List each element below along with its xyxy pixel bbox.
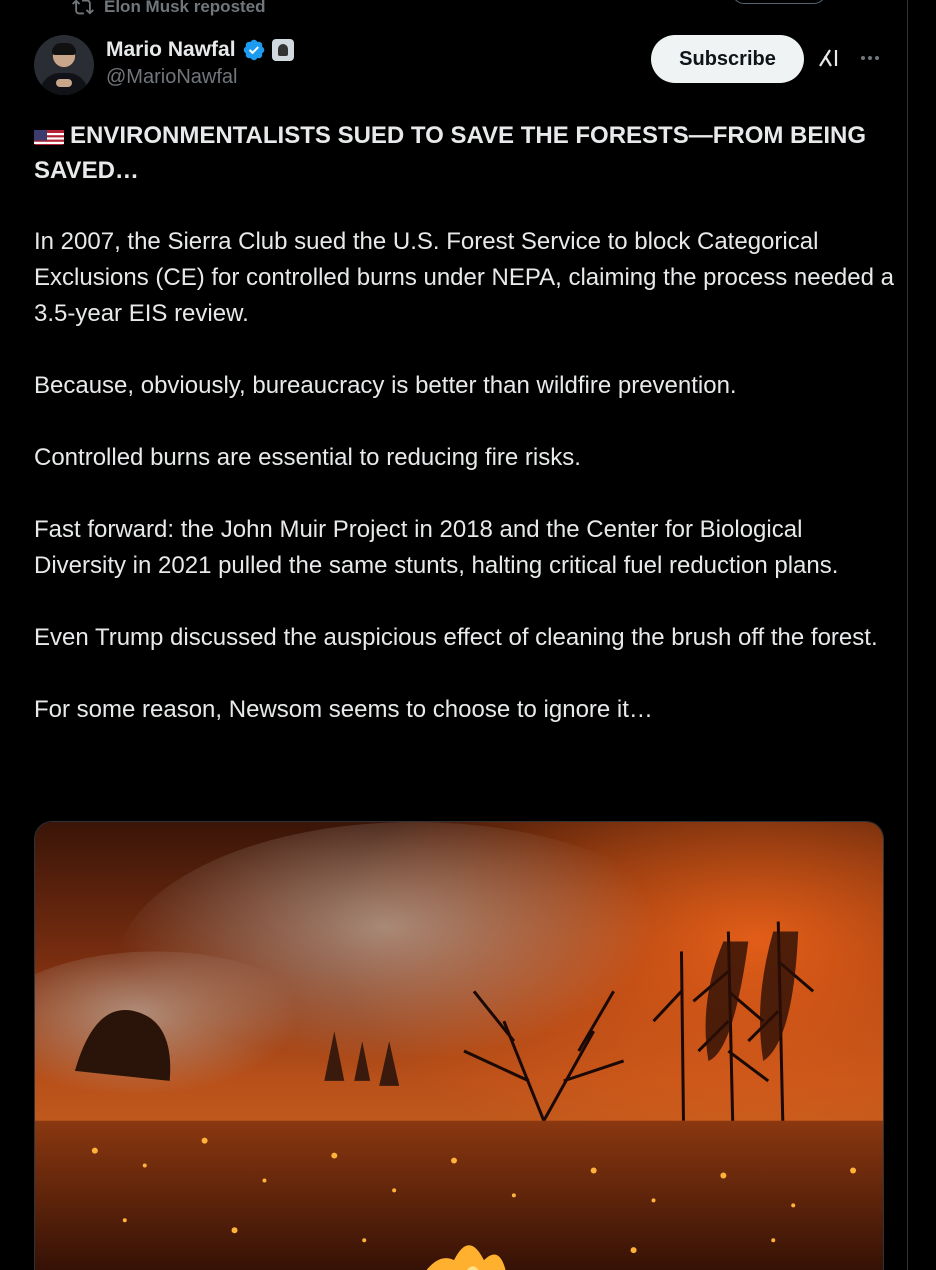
subscribe-button[interactable]: Subscribe — [651, 35, 804, 83]
repost-icon — [72, 0, 94, 18]
avatar[interactable] — [34, 35, 94, 95]
forest-wildfire-photo — [35, 822, 883, 1270]
tweet-paragraph: Controlled burns are essential to reducing fire risks. — [34, 444, 581, 471]
us-flag-icon — [34, 125, 64, 145]
tweet-paragraph: For some reason, Newsom seems to choose to ignore it… — [34, 696, 653, 723]
more-icon[interactable] — [858, 46, 882, 70]
verified-badge-icon[interactable] — [242, 38, 266, 62]
author-block — [106, 36, 294, 89]
tweet-text — [34, 118, 894, 764]
affiliate-badge-icon[interactable] — [272, 39, 294, 61]
repost-label: Elon Musk reposted — [104, 0, 266, 16]
tweet-photo[interactable] — [34, 821, 884, 1270]
author-display-name[interactable]: Mario Nawfal — [106, 38, 236, 61]
repost-indicator[interactable] — [72, 0, 266, 20]
grok-icon[interactable] — [816, 44, 844, 72]
author-handle[interactable]: @MarioNawfal — [106, 66, 238, 88]
tweet-headline — [34, 118, 894, 188]
tweet-paragraph: Because, obviously, bureaucracy is better than wildfire prevention. — [34, 372, 737, 399]
tweet-paragraph: Even Trump discussed the auspicious effect of cleaning the brush off the forest. — [34, 624, 878, 651]
tweet-paragraph: Fast forward: the John Muir Project in 2018 and the Center for Biological Diversity in 2021 pulled the same stunts, halting critical fuel reduction plans. — [34, 516, 839, 579]
top-edge-button[interactable] — [732, 0, 826, 4]
tweet-headline-text: ENVIRONMENTALISTS SUED TO SAVE THE FORESTS—FROM BEING SAVED… — [34, 122, 867, 184]
tweet-paragraph: In 2007, the Sierra Club sued the U.S. Forest Service to block Categorical Exclusions (CE) for controlled burns under NEPA, claiming the process needed a 3.5-year EIS review. — [34, 228, 894, 327]
